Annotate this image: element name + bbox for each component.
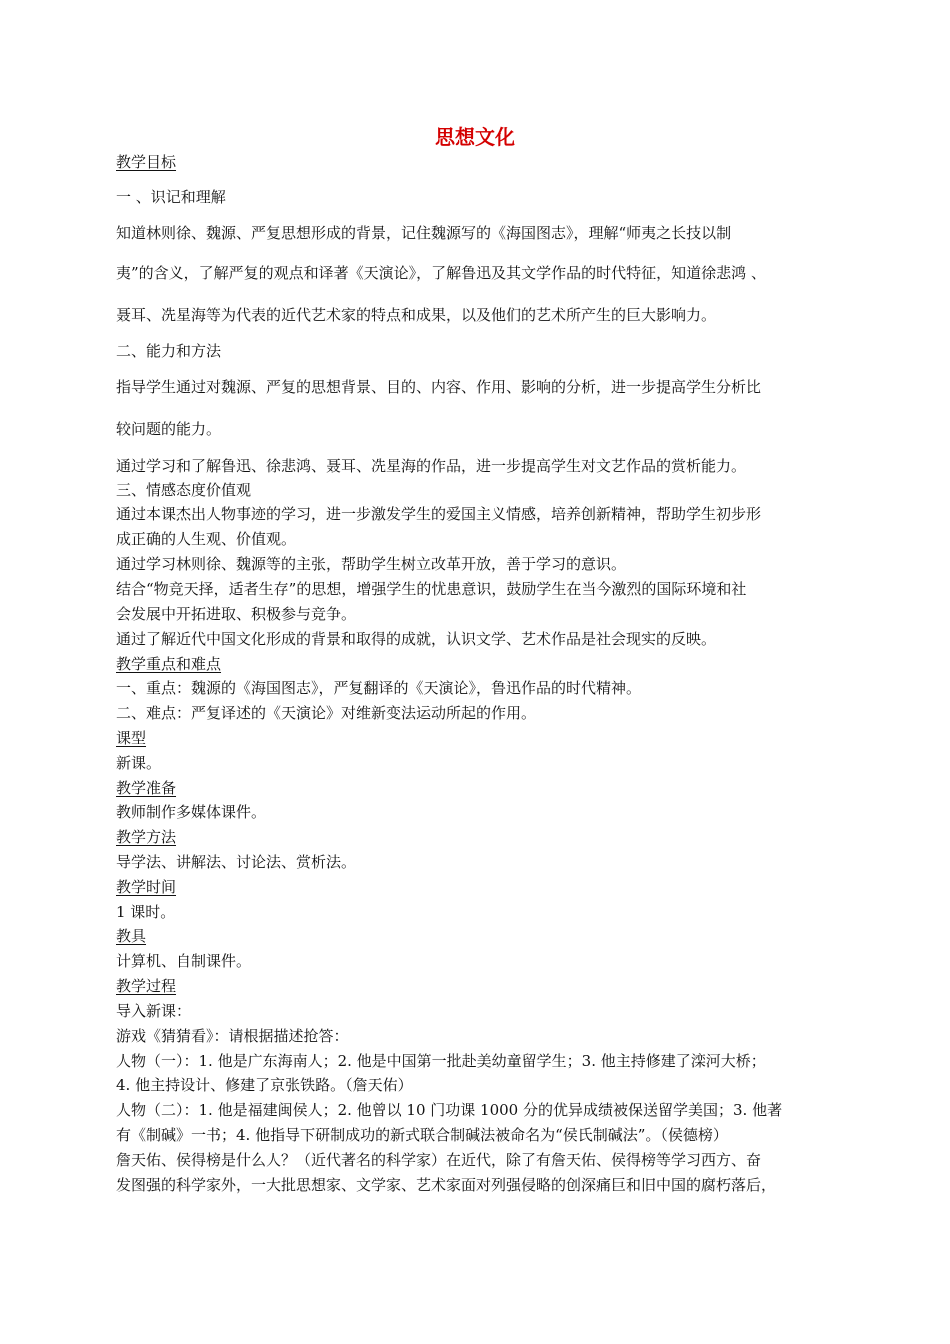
section-heading: 课型 [116, 729, 147, 747]
paragraph-line: 二、难点：严复译述的《天演论》对维新变法运动所起的作用。 [116, 704, 537, 722]
paragraph-line: 通过了解近代中国文化形成的背景和取得的成就，认识文学、艺术作品是社会现实的反映。 [116, 630, 717, 648]
paragraph-line: 教师制作多媒体课件。 [116, 803, 267, 821]
section-heading: 教学时间 [116, 878, 177, 896]
paragraph-line: 詹天佑、侯得榜是什么人？（近代著名的科学家）在近代，除了有詹天佑、侯得榜等学习西方、奋 [116, 1151, 762, 1169]
page-title: 思想文化 [435, 125, 515, 149]
paragraph-line: 结合“物竞天择，适者生存”的思想，增强学生的忧患意识，鼓励学生在当今激烈的国际环境和社 [116, 580, 747, 598]
paragraph-line: 会发展中开拓进取、积极参与竞争。 [116, 605, 357, 623]
paragraph-line: 游戏《猜猜看》：请根据描述抢答： [116, 1027, 349, 1045]
paragraph-line: 一、重点：魏源的《海国图志》，严复翻译的《天演论》，鲁迅作品的时代精神。 [116, 679, 642, 697]
subheading: 三、情感态度价值观 [116, 481, 252, 499]
paragraph-line: 导入新课： [116, 1002, 192, 1020]
paragraph-line: 计算机、自制课件。 [116, 952, 252, 970]
paragraph-line: 有《制碱》一书；4. 他指导下研制成功的新式联合制碱法被命名为“侯氏制碱法”。（侯德榜） [116, 1126, 728, 1144]
section-heading: 教学重点和难点 [116, 655, 222, 673]
section-heading: 教学方法 [116, 828, 177, 846]
paragraph-line: 成正确的人生观、价值观。 [116, 530, 297, 548]
paragraph-line: 通过学习和了解鲁迅、徐悲鸿、聂耳、冼星海的作品，进一步提高学生对文艺作品的赏析能力。 [116, 457, 747, 475]
section-heading: 教学过程 [116, 977, 177, 995]
subheading: 二、能力和方法 [116, 342, 222, 360]
paragraph-line: 夷”的含义，了解严复的观点和译著《天演论》，了解鲁迅及其文学作品的时代特征，知道徐悲鸿 、 [116, 264, 766, 282]
paragraph-line: 4. 他主持设计、修建了京张铁路。（詹天佑） [116, 1076, 413, 1094]
paragraph-line: 新课。 [116, 754, 162, 772]
paragraph-line: 人物（二）：1. 他是福建闽侯人；2. 他曾以 10 门功课 1000 分的优异成绩被保送留学美国；3. 他著 [116, 1101, 783, 1119]
section-heading: 教具 [116, 927, 147, 945]
section-heading: 教学准备 [116, 779, 177, 797]
paragraph-line: 发图强的科学家外，一大批思想家、文学家、艺术家面对列强侵略的创深痛巨和旧中国的腐朽落后， [116, 1176, 777, 1194]
paragraph-line: 人物（一）：1. 他是广东海南人；2. 他是中国第一批赴美幼童留学生；3. 他主持修建了滦河大桥； [116, 1052, 766, 1070]
paragraph-line: 通过本课杰出人物事迹的学习，进一步激发学生的爱国主义情感，培养创新精神，帮助学生初步形 [116, 505, 762, 523]
section-heading: 教学目标 [116, 153, 177, 171]
paragraph-line: 较问题的能力。 [116, 420, 222, 438]
paragraph-line: 知道林则徐、魏源、严复思想形成的背景，记住魏源写的《海国图志》，理解“师夷之长技以制 [116, 224, 732, 242]
paragraph-line: 通过学习林则徐、魏源等的主张，帮助学生树立改革开放，善于学习的意识。 [116, 555, 627, 573]
paragraph-line: 聂耳、冼星海等为代表的近代艺术家的特点和成果，以及他们的艺术所产生的巨大影响力。 [116, 306, 717, 324]
subheading: 一 、识记和理解 [116, 188, 226, 206]
paragraph-line: 导学法、讲解法、讨论法、赏析法。 [116, 853, 357, 871]
paragraph-line: 1 课时。 [116, 903, 176, 921]
paragraph-line: 指导学生通过对魏源、严复的思想背景、目的、内容、作用、影响的分析，进一步提高学生分析比 [116, 378, 762, 396]
